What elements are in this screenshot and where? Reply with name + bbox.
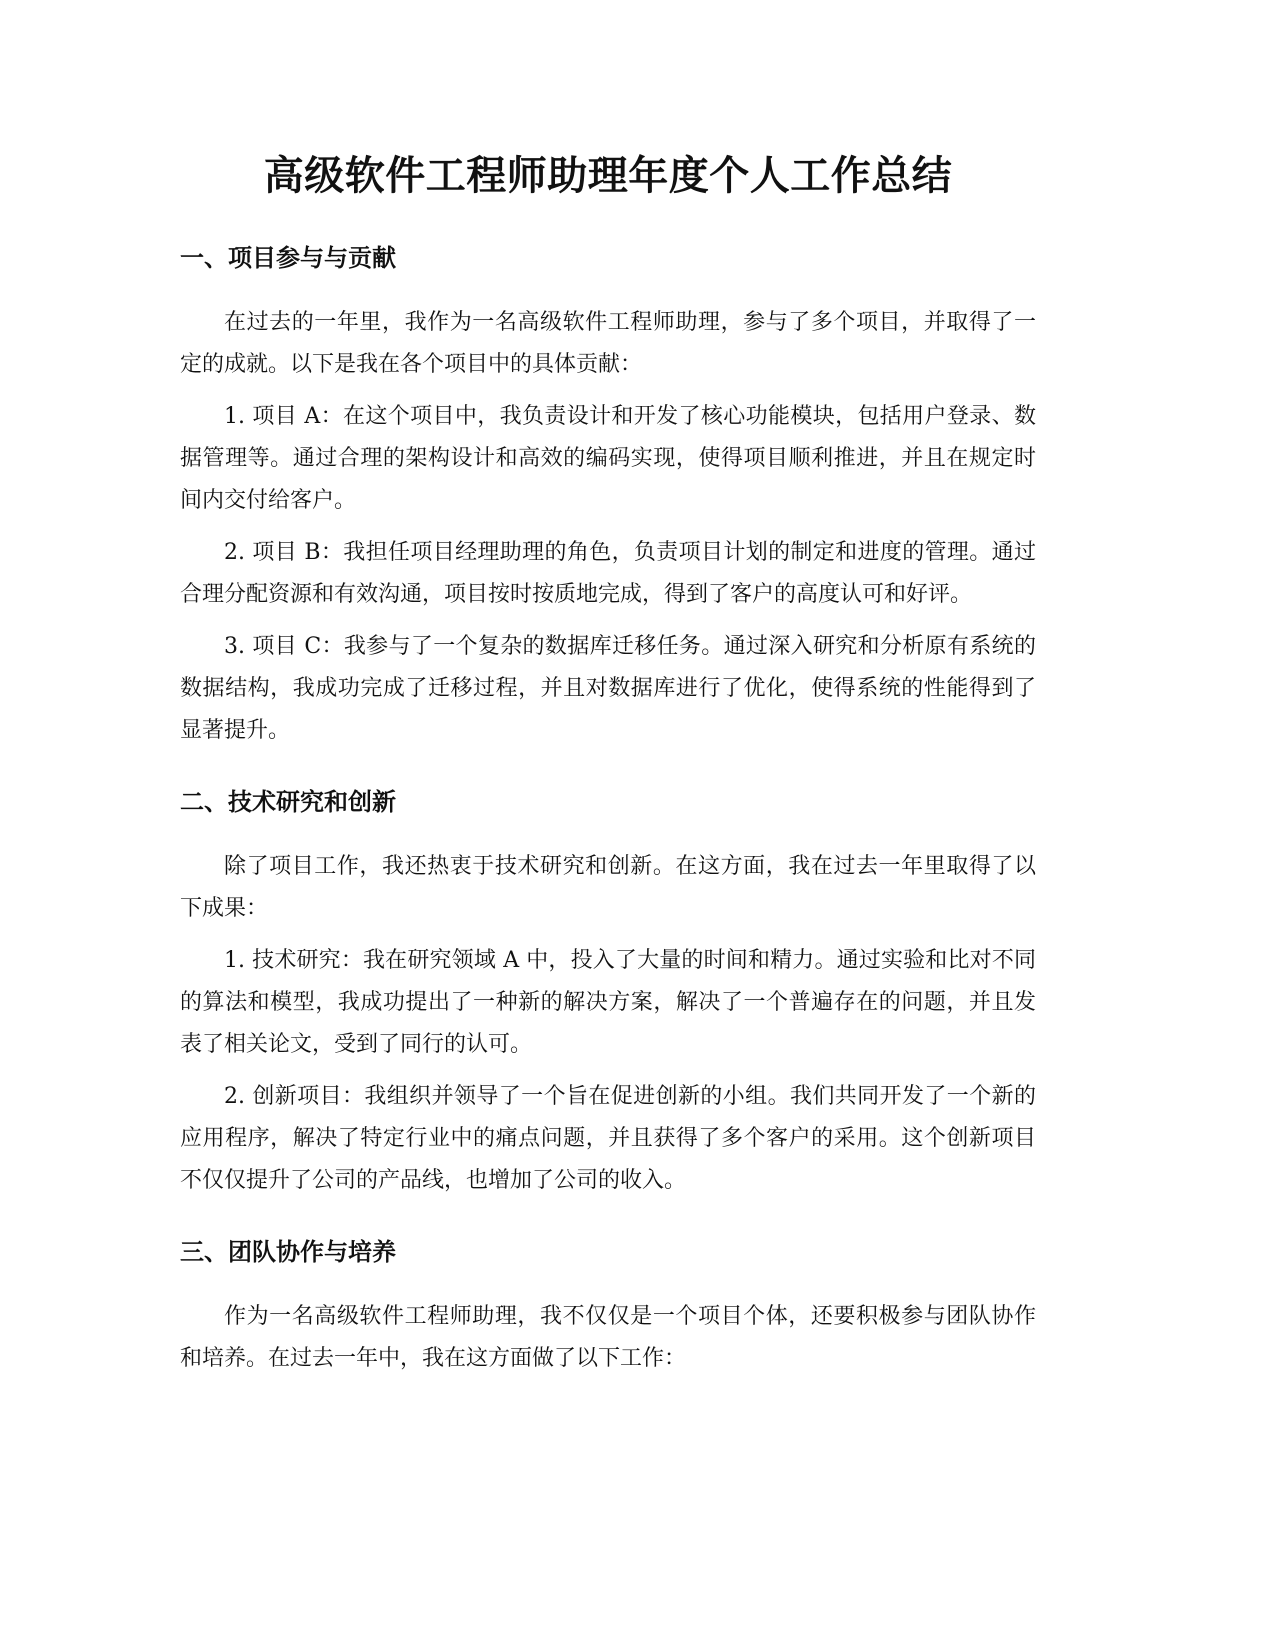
paragraph-project-b: 2. 项目 B：我担任项目经理助理的角色，负责项目计划的制定和进度的管理。通过合理分配资源和有效沟通，项目按时按质地完成，得到了客户的高度认可和好评。	[180, 540, 1036, 607]
section-heading-projects: 一、项目参与与贡献	[180, 244, 396, 272]
section-heading-research: 二、技术研究和创新	[180, 788, 396, 816]
paragraph-project-c: 3. 项目 C：我参与了一个复杂的数据库迁移任务。通过深入研究和分析原有系统的数据结构，我成功完成了迁移过程，并且对数据库进行了优化，使得系统的性能得到了显著提升。	[180, 634, 1036, 743]
section-heading-teamwork: 三、团队协作与培养	[180, 1238, 396, 1266]
paragraph-research-intro: 除了项目工作，我还热衷于技术研究和创新。在这方面，我在过去一年里取得了以下成果：	[180, 854, 1036, 921]
paragraph-project-a: 1. 项目 A：在这个项目中，我负责设计和开发了核心功能模块，包括用户登录、数据管理等。通过合理的架构设计和高效的编码实现，使得项目顺利推进，并且在规定时间内交付给客户。	[180, 404, 1036, 513]
document-title: 高级软件工程师助理年度个人工作总结	[263, 153, 953, 199]
document-body	[180, 148, 1036, 1380]
paragraph-tech-research: 1. 技术研究：我在研究领域 A 中，投入了大量的时间和精力。通过实验和比对不同的算法和模型，我成功提出了一种新的解决方案，解决了一个普遍存在的问题，并且发表了相关论文，受到了同行的认可。	[180, 948, 1036, 1057]
paragraph-teamwork-intro: 作为一名高级软件工程师助理，我不仅仅是一个项目个体，还要积极参与团队协作和培养。在过去一年中，我在这方面做了以下工作：	[180, 1304, 1036, 1371]
paragraph-projects-intro: 在过去的一年里，我作为一名高级软件工程师助理，参与了多个项目，并取得了一定的成就。以下是我在各个项目中的具体贡献：	[180, 310, 1036, 377]
paragraph-innovation-project: 2. 创新项目：我组织并领导了一个旨在促进创新的小组。我们共同开发了一个新的应用程序，解决了特定行业中的痛点问题，并且获得了多个客户的采用。这个创新项目不仅仅提升了公司的产品线，也增加了公司的收入。	[180, 1084, 1036, 1193]
